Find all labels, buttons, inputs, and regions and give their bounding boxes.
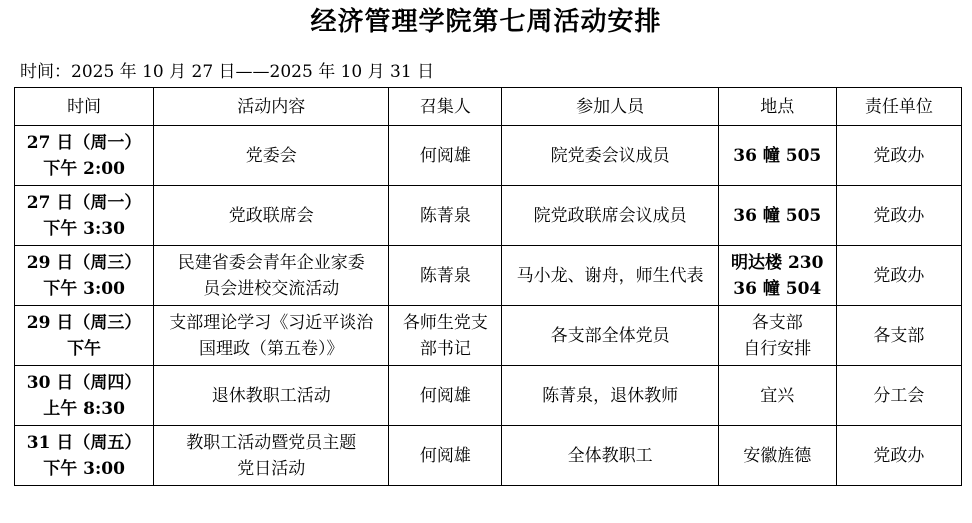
time-hour: 下午 3:00 [43,458,125,479]
participants-cell [502,186,718,246]
schedule-table [14,87,962,486]
convener-cell [389,306,502,366]
unit-line: 党政办 [873,265,925,286]
date-range: 时间：2025 年 10 月 27 日——2025 年 10 月 31 日 [20,62,435,82]
time-hour: 下午 [67,338,102,359]
location-cell [718,426,836,486]
time-day: 29 日（周三） [26,252,142,273]
activity-cell [154,426,389,486]
convener-cell [389,366,502,426]
time-cell [15,366,154,426]
activity-cell [154,306,389,366]
convener-cell [389,186,502,246]
activity-line: 国理政（第五卷）》 [199,338,344,359]
header-activity: 活动内容 [154,88,389,126]
participants-line: 全体教职工 [567,445,653,466]
header-unit: 责任单位 [836,88,961,126]
activity-line: 民建省委会青年企业家委 [177,252,365,273]
activity-line: 党政联席会 [228,205,314,226]
table-row [15,186,962,246]
activity-line: 教职工活动暨党员主题 [186,432,357,453]
participants-cell [502,126,718,186]
activity-cell [154,246,389,306]
time-day: 29 日（周三） [26,312,142,333]
location-cell [718,366,836,426]
participants-line: 院党政联席会议成员 [533,205,687,226]
unit-line: 党政办 [873,445,925,466]
time-hour: 上午 8:30 [43,398,125,419]
time-day: 31 日（周五） [26,432,142,453]
table-row [15,426,962,486]
activity-cell [154,186,389,246]
time-cell [15,306,154,366]
unit-cell [836,246,961,306]
location-line: 明达楼 230 [731,252,824,273]
table-row [15,126,962,186]
convener-line: 何阅雄 [419,385,471,406]
convener-line: 各师生党支 [402,312,488,333]
header-time: 时间 [15,88,154,126]
time-cell [15,246,154,306]
activity-line: 退休教职工活动 [211,385,331,406]
location-cell [718,126,836,186]
time-cell [15,126,154,186]
location-line: 宜兴 [760,385,795,406]
unit-cell [836,186,961,246]
header-participants: 参加人员 [502,88,718,126]
location-line: 自行安排 [743,338,812,359]
header-location: 地点 [718,88,836,126]
participants-line: 各支部全体党员 [550,325,670,346]
activity-cell [154,126,389,186]
convener-cell [389,246,502,306]
time-hour: 下午 3:00 [43,278,125,299]
location-line: 36 幢 505 [733,205,822,226]
table-row [15,246,962,306]
convener-cell [389,426,502,486]
header-convener: 召集人 [389,88,502,126]
participants-cell [502,366,718,426]
participants-cell [502,426,718,486]
participants-line: 陈菁泉，退休教师 [542,385,679,406]
convener-line: 陈菁泉 [419,265,471,286]
activity-line: 员会进校交流活动 [203,278,340,299]
participants-cell [502,306,718,366]
activity-line: 党委会 [245,145,297,166]
unit-cell [836,366,961,426]
location-line: 安徽旌德 [743,445,812,466]
location-line: 各支部 [751,312,803,333]
convener-line: 何阅雄 [419,445,471,466]
participants-cell [502,246,718,306]
location-cell [718,306,836,366]
table-row [15,366,962,426]
time-day: 27 日（周一） [26,132,142,153]
unit-cell [836,126,961,186]
time-cell [15,186,154,246]
unit-line: 分工会 [873,385,925,406]
participants-line: 马小龙、谢舟，师生代表 [516,265,704,286]
time-cell [15,426,154,486]
time-hour: 下午 3:30 [43,218,125,239]
convener-line: 部书记 [419,338,471,359]
time-hour: 下午 2:00 [43,158,125,179]
location-line: 36 幢 505 [733,145,822,166]
unit-line: 党政办 [873,145,925,166]
location-line: 36 幢 504 [733,278,822,299]
unit-cell [836,426,961,486]
unit-line: 各支部 [873,325,925,346]
convener-line: 陈菁泉 [419,205,471,226]
activity-cell [154,366,389,426]
activity-line: 支部理论学习《习近平谈治 [169,312,374,333]
time-day: 27 日（周一） [26,192,142,213]
participants-line: 院党委会议成员 [550,145,670,166]
table-row [15,306,962,366]
page-title: 经济管理学院第七周活动安排 [310,7,662,37]
unit-line: 党政办 [873,205,925,226]
unit-cell [836,306,961,366]
location-cell [718,246,836,306]
convener-cell [389,126,502,186]
convener-line: 何阅雄 [419,145,471,166]
activity-line: 党日活动 [237,458,306,479]
location-cell [718,186,836,246]
table-header-row [15,88,962,126]
time-day: 30 日（周四） [26,372,142,393]
